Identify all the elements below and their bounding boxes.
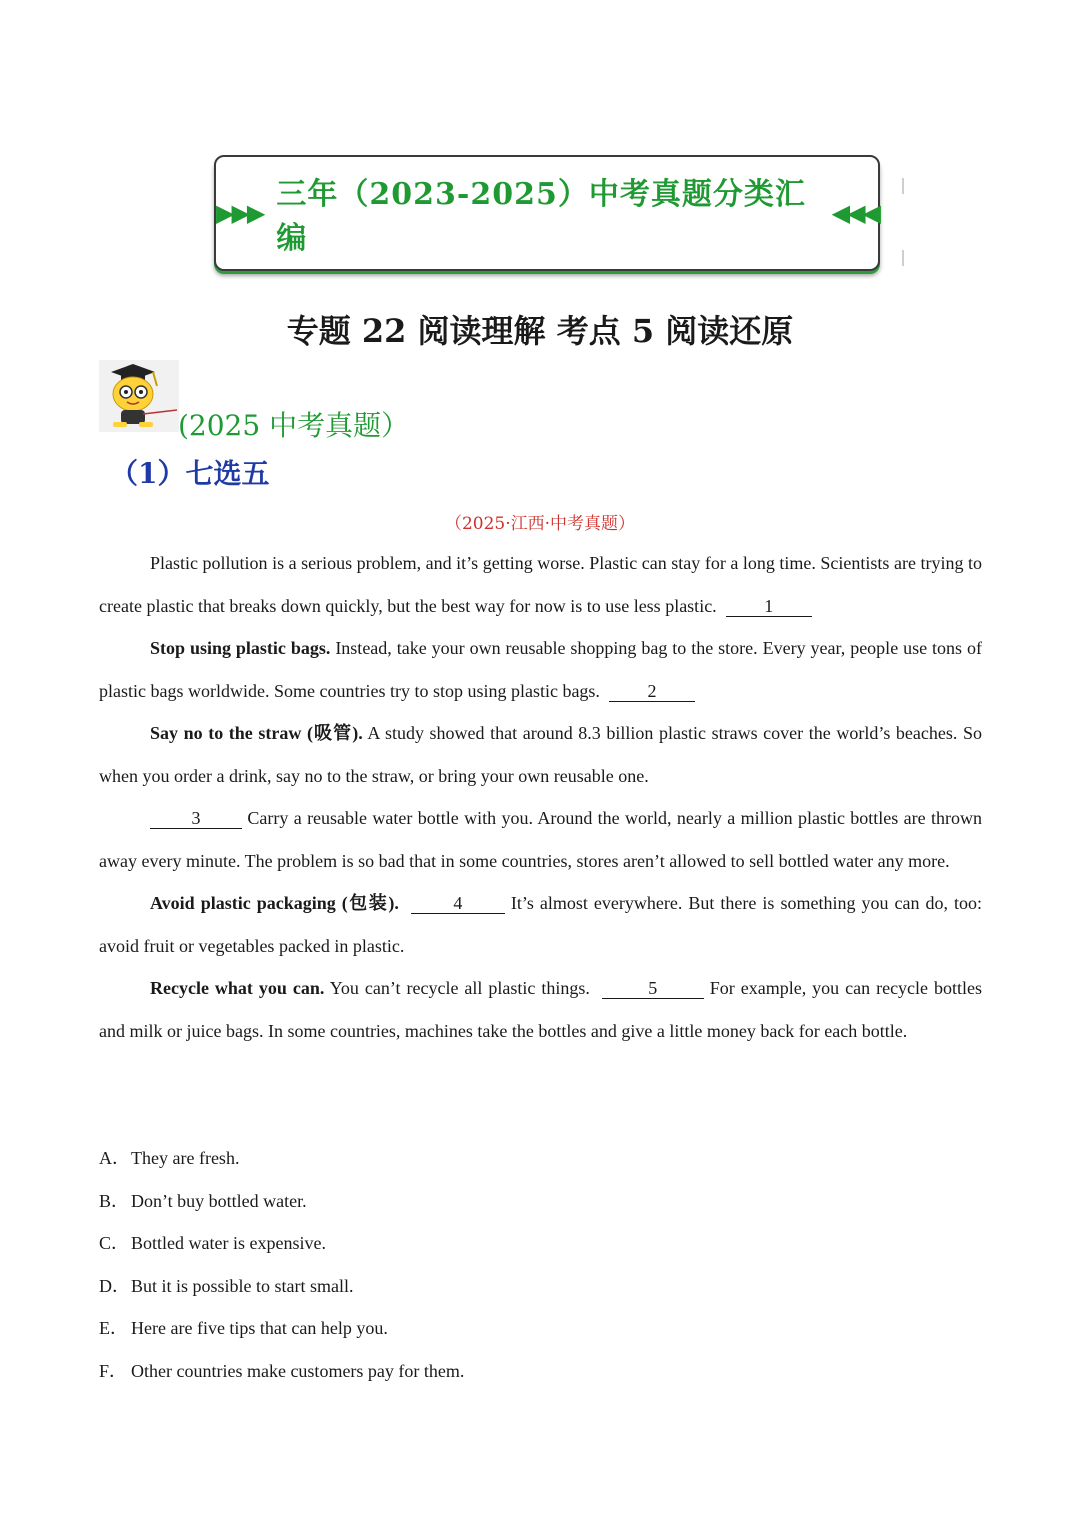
banner-side-tick	[902, 178, 904, 194]
option-letter: B．	[99, 1190, 130, 1211]
option-d[interactable]	[99, 1265, 464, 1308]
paragraph-4	[99, 797, 982, 882]
option-text: Don’t buy bottled water.	[131, 1190, 307, 1211]
option-letter: F．	[99, 1360, 128, 1381]
reading-passage	[99, 542, 982, 1052]
paragraph-text: It’s almost everywhere. But there is something you can do, too: avoid fruit or vegetables packed in plastic.	[99, 893, 983, 956]
option-a[interactable]	[99, 1137, 464, 1180]
option-letter: A．	[99, 1148, 130, 1168]
paragraph-1	[99, 542, 982, 627]
option-letter: C．	[99, 1233, 130, 1253]
paragraph-2	[99, 627, 982, 712]
option-f[interactable]	[99, 1350, 464, 1393]
banner-title: 三年（2023-2025）中考真题分类汇编	[276, 177, 806, 256]
option-letter: E．	[99, 1318, 128, 1338]
option-text: Here are five tips that can help you.	[131, 1318, 388, 1338]
right-arrows-icon: ▶▶▶	[216, 199, 263, 227]
paragraph-3	[99, 712, 982, 797]
tip-heading: Say no to the straw (吸管).	[150, 723, 363, 743]
option-text: Other countries make customers pay for them.	[131, 1360, 465, 1381]
option-e[interactable]	[99, 1307, 464, 1350]
paragraph-text: For example, you can recycle bottles and milk or juice bags. In some countries, machines take the bottles and give a little money back for each bottle.	[99, 978, 983, 1041]
paragraph-text: Instead, take your own reusable shopping bag to the store. Every year, people use tons of plastic bags worldwide. Some countries try to stop using plastic bags.	[99, 638, 982, 701]
option-text: But it is possible to start small.	[131, 1275, 354, 1296]
answer-blank[interactable]: 1	[726, 596, 812, 617]
tip-heading: Avoid plastic packaging (包装).	[150, 893, 399, 913]
option-text: They are fresh.	[131, 1148, 240, 1168]
document-title: 专题 22 阅读理解 考点 5 阅读还原	[286, 312, 794, 350]
option-text: Bottled water is expensive.	[131, 1233, 326, 1253]
answer-blank[interactable]: 4	[411, 893, 505, 914]
option-b[interactable]	[99, 1180, 464, 1223]
section-year-heading: (2025 中考真题）	[178, 409, 410, 442]
scholar-mascot-icon	[99, 360, 179, 432]
paragraph-6	[99, 967, 982, 1052]
paragraph-text: You can’t recycle all plastic things.	[324, 978, 590, 998]
paragraph-text: Plastic pollution is a serious problem, and it’s getting worse. Plastic can stay for a long time. Scientists are trying to create plastic that breaks down quickly, but the best way for now is to use less plastic.	[99, 553, 982, 616]
paragraph-text: Carry a reusable water bottle with you. Around the world, nearly a million plastic bottles are thrown away every minute. The problem is so bad that in some countries, stores aren’t allowed to sell bottled water any more.	[99, 808, 982, 871]
paragraph-text: A study showed that around 8.3 billion plastic straws cover the world’s beaches. So when you order a drink, say no to the straw, or bring your own reusable one.	[99, 723, 982, 786]
header-banner	[214, 155, 880, 271]
answer-blank[interactable]: 3	[150, 808, 242, 829]
source-label: （2025·江西·中考真题）	[444, 514, 636, 534]
option-c[interactable]	[99, 1222, 464, 1265]
section-subheading: （1）七选五	[110, 457, 270, 490]
answer-blank[interactable]: 5	[602, 978, 704, 999]
option-letter: D．	[99, 1275, 130, 1296]
left-arrows-icon: ◀◀◀	[831, 199, 878, 227]
tip-heading: Stop using plastic bags.	[150, 638, 331, 658]
answer-options	[99, 1137, 464, 1392]
paragraph-5	[99, 882, 982, 967]
banner-side-tick	[902, 250, 904, 266]
answer-blank[interactable]: 2	[609, 681, 695, 702]
tip-heading: Recycle what you can.	[150, 978, 325, 998]
